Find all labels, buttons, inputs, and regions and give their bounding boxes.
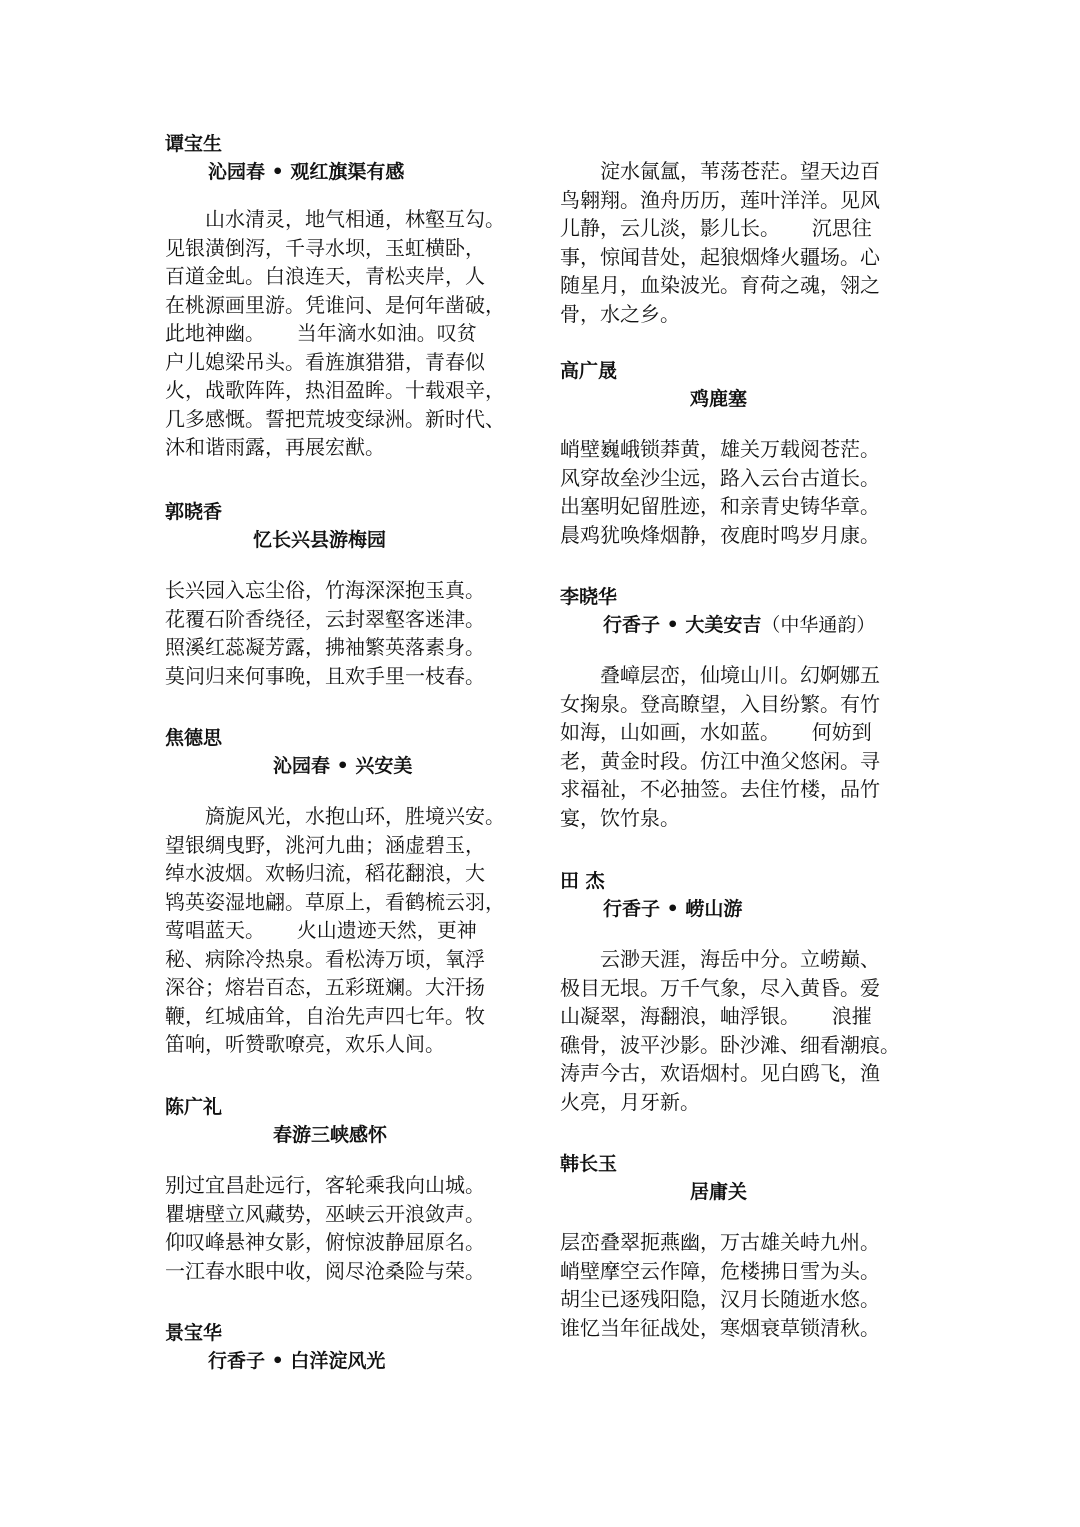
- poem-block: [560, 583, 940, 832]
- poem-line: 淀水氤氲，苇荡苍茫。望天边百: [600, 159, 880, 183]
- poem-line: 极目无垠。万千气象，尽入黄昏。爱: [560, 975, 880, 1000]
- poem-body: [560, 1228, 940, 1342]
- poem-line: 一江春水眼中收，阅尽沧桑险与荣。: [165, 1258, 485, 1283]
- poem-line: 望银绸曳野，洮河九曲；涵虚碧玉，: [165, 832, 485, 857]
- poem-title: [560, 611, 940, 639]
- poem-line: 骨，水之乡。: [560, 301, 680, 326]
- poem-body: [165, 205, 540, 462]
- poem-title: [165, 1121, 540, 1149]
- poem-title: [560, 1178, 940, 1206]
- poem-line: 如海，山如画，水如蓝。 何妨到: [560, 720, 872, 744]
- poem-line: 莺唱蓝天。 火山遗迹天然，更神: [165, 918, 477, 942]
- poem-title-text: 鸡鹿塞: [690, 388, 748, 410]
- poem-block: [165, 724, 540, 1059]
- poem-line: 宴，饮竹泉。: [560, 805, 680, 830]
- poem-author: 郭晓香: [165, 501, 223, 523]
- poem-line: 晨鸡犹唤烽烟静，夜鹿时鸣岁月康。: [560, 522, 880, 547]
- poem-line: 仰叹峰悬神女影，俯惊波静屈原名。: [165, 1230, 485, 1254]
- poem-line: 绰水波烟。欢畅归流，稻花翻浪，大: [165, 861, 485, 885]
- poem-title: [165, 752, 540, 780]
- poem-line: 此地神幽。 当年滴水如油。叹贫: [165, 321, 477, 345]
- poem-title-text: 忆长兴县游梅园: [253, 529, 387, 551]
- poem-title-text: 春游三峡感怀: [273, 1124, 388, 1146]
- poem-line: 秘、病除冷热泉。看松涛万顷，氧浮: [165, 946, 485, 971]
- poem-title: [165, 1347, 540, 1375]
- poem-body: [560, 157, 940, 328]
- poem-title: [165, 526, 540, 554]
- poem-line: 照溪红蕊凝芳露，拂袖繁英落素身。: [165, 635, 485, 659]
- poem-line: 叠嶂层峦，仙境山川。幻婀娜五: [600, 663, 880, 687]
- poem-author: 景宝华: [165, 1322, 223, 1344]
- poem-line: 层峦叠翠扼燕幽，万古雄关峙九州。: [560, 1230, 880, 1254]
- poem-author: 李晓华: [560, 586, 618, 608]
- poem-line: 鸨英姿湿地翩。草原上，看鹤梳云羽，: [165, 889, 505, 914]
- poem-block: [560, 357, 940, 549]
- poem-author: 韩长玉: [560, 1153, 618, 1175]
- poem-line: 随星月，血染波光。育荷之魂，翎之: [560, 273, 880, 297]
- poem-line: 山水清灵，地气相通，林壑互勾。: [205, 207, 505, 231]
- poem-title: [560, 895, 940, 923]
- poem-body: [560, 945, 940, 1116]
- poem-line: 峭壁巍峨锁莽黄，雄关万载阅苍茫。: [560, 437, 880, 461]
- poem-line: 火亮，月牙新。: [560, 1089, 700, 1114]
- poem-line: 女掬泉。登高瞭望，入目纷繁。有竹: [560, 691, 880, 716]
- poem-title: [165, 158, 540, 186]
- poem-line: 见银潢倒泻，千寻水坝，玉虹横卧，: [165, 235, 485, 260]
- poem-line: 风穿故垒沙尘远，路入云台古道长。: [560, 465, 880, 490]
- poem-line: 几多感慨。誓把荒坡变绿洲。新时代、: [165, 406, 505, 431]
- poem-line: 事，惊闻昔处，起狼烟烽火疆场。心: [560, 244, 880, 269]
- poem-body: [560, 661, 940, 832]
- poem-line: 旖旎风光，水抱山环，胜境兴安。: [205, 804, 505, 828]
- poem-line: 笛响，听赞歌嘹亮，欢乐人间。: [165, 1032, 445, 1056]
- poem-line: 礁骨，波平沙影。卧沙滩、细看潮痕。: [560, 1032, 900, 1057]
- poem-body: [560, 435, 940, 549]
- poem-line: 户儿媳梁吊头。看旌旗猎猎，青春似: [165, 349, 485, 374]
- poem-line: 云渺天涯，海岳中分。立崂巅、: [600, 947, 880, 971]
- poem-line: 老，黄金时段。仿江中渔父悠闲。寻: [560, 748, 880, 773]
- poem-title-text: 行香子 • 崂山游: [603, 898, 743, 920]
- poem-title-text: 沁园春 • 观红旗渠有感: [208, 161, 405, 183]
- poem-line: 鸟翱翔。渔舟历历，莲叶洋洋。见风: [560, 187, 880, 212]
- poem-block: [165, 130, 540, 462]
- poem-block: [560, 1150, 940, 1342]
- poem-author: 陈广礼: [165, 1096, 223, 1118]
- poem-line: 鞭，红城庙耸，自治先声四七年。牧: [165, 1003, 485, 1028]
- poem-line: 谁忆当年征战处，寒烟衰草锁清秋。: [560, 1315, 880, 1340]
- poem-line: 山凝翠，海翻浪，岫浮银。 浪摧: [560, 1004, 872, 1028]
- poem-author: 谭宝生: [165, 133, 223, 155]
- poem-block: [560, 157, 940, 328]
- poem-block: [165, 498, 540, 690]
- poem-block: [165, 1093, 540, 1285]
- poem-line: 莫问归来何事晚，且欢手里一枝春。: [165, 663, 485, 688]
- poem-line: 火，战歌阵阵，热泪盈眸。十载艰辛，: [165, 378, 505, 402]
- poem-line: 在桃源画里游。凭谁问、是何年凿破，: [165, 292, 505, 317]
- poem-line: 儿静，云儿淡，影儿长。 沉思往: [560, 216, 872, 240]
- poem-line: 胡尘已逐残阳隐，汉月长随逝水悠。: [560, 1287, 880, 1311]
- poem-title-text: 行香子 • 大美安吉: [603, 614, 762, 636]
- poem-body: [165, 576, 540, 690]
- poem-line: 求福祉，不必抽签。去住竹楼，品竹: [560, 777, 880, 801]
- poem-block: [165, 1319, 540, 1375]
- poem-line: 峭壁摩空云作障，危楼拂日雪为头。: [560, 1258, 880, 1283]
- poem-author: 高广晟: [560, 360, 618, 382]
- poem-line: 别过宜昌赴远行，客轮乘我向山城。: [165, 1173, 485, 1197]
- poem-line: 出塞明妃留胜迹，和亲青史铸华章。: [560, 494, 880, 518]
- poem-line: 沐和谐雨露，再展宏猷。: [165, 435, 385, 459]
- poem-author: 田 杰: [560, 870, 605, 892]
- poem-author: 焦德思: [165, 727, 223, 749]
- poem-line: 涛声今古，欢语烟村。见白鸥飞，渔: [560, 1061, 880, 1085]
- poem-body: [165, 1171, 540, 1285]
- poem-block: [560, 867, 940, 1116]
- poem-subtitle: （中华通韵）: [761, 614, 876, 636]
- poem-title: [560, 385, 940, 413]
- poem-title-text: 沁园春 • 兴安美: [273, 755, 413, 777]
- poem-line: 长兴园入忘尘俗，竹海深深抱玉真。: [165, 578, 485, 602]
- poem-title-text: 行香子 • 白洋淀风光: [208, 1350, 386, 1372]
- poem-line: 深谷；熔岩百态，五彩斑斓。大汗扬: [165, 975, 485, 999]
- poem-line: 花覆石阶香绕径，云封翠壑客迷津。: [165, 606, 485, 631]
- poem-body: [165, 802, 540, 1059]
- poem-title-text: 居庸关: [690, 1181, 748, 1203]
- poem-line: 瞿塘壁立风藏势，巫峡云开浪敛声。: [165, 1201, 485, 1226]
- poem-line: 百道金虬。白浪连天，青松夹岸，人: [165, 264, 485, 288]
